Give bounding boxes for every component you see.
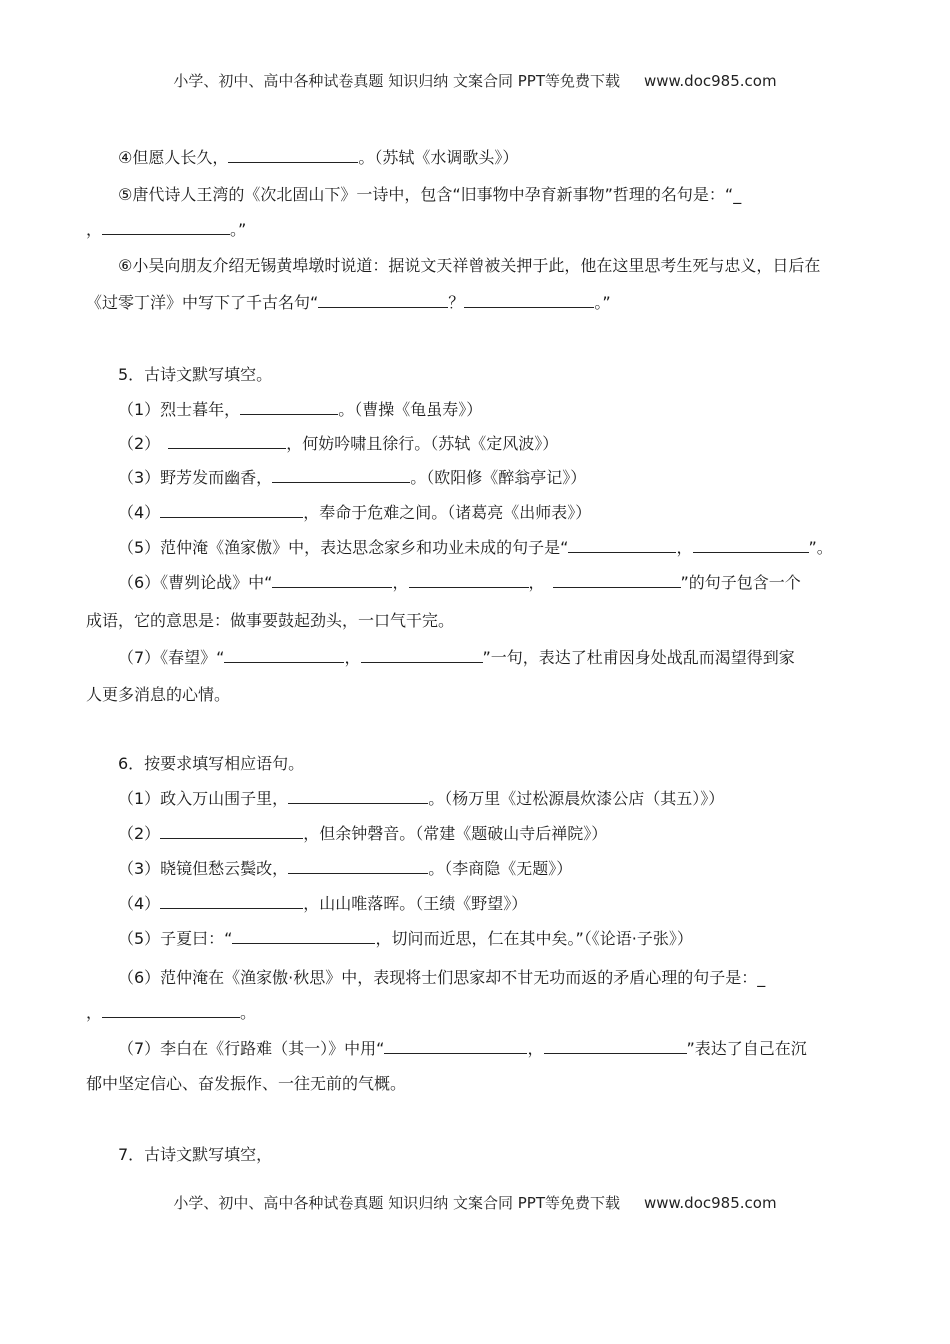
q5-line-6-cont: 成语，它的意思是：做事要鼓起劲头，一口气干完。 — [86, 611, 455, 630]
footer-text: 小学、初中、高中各种试卷真题 知识归纳 文案合同 PPT等免费下载 — [173, 1194, 620, 1212]
q6-line-3: （3）晓镜但愁云鬓改， 。（李商隐《无题》） — [118, 859, 573, 878]
q6-line-5: （5）子夏曰：“ ，切问而近思，仁在其中矣。”（《论语·子张》） — [118, 929, 693, 948]
answer-blank[interactable] — [693, 536, 809, 553]
answer-blank[interactable] — [318, 291, 448, 308]
answer-blank[interactable] — [240, 398, 338, 415]
header-site: www.doc985.com — [643, 72, 777, 90]
q7-title: 7．古诗文默写填空， — [118, 1145, 273, 1164]
answer-blank[interactable] — [168, 432, 286, 449]
q5-line-4: （4） ，奉命于危难之间。（诸葛亮《出师表》） — [118, 503, 592, 522]
q6-line-7: （7）李白在《行路难（其一）》中用“ ， ”表达了自己在沉 — [118, 1039, 807, 1058]
q6-line-6: （6）范仲淹在《渔家傲·秋思》中，表现将士们思家却不甘无功而返的矛盾心理的句子是：_ — [118, 968, 766, 987]
q6-line-7-cont: 郁中坚定信心、奋发振作、一往无前的气概。 — [86, 1074, 407, 1093]
footer-site: www.doc985.com — [643, 1194, 777, 1212]
answer-blank[interactable] — [384, 1037, 527, 1054]
answer-blank[interactable] — [102, 218, 230, 235]
answer-blank[interactable] — [228, 146, 358, 163]
q6-line-4: （4） ，山山唯落晖。（王绩《野望》） — [118, 894, 528, 913]
answer-blank[interactable] — [232, 927, 375, 944]
q5-line-3: （3）野芳发而幽香， 。（欧阳修《醉翁亭记》） — [118, 468, 587, 487]
answer-blank[interactable] — [361, 646, 483, 663]
q5-line-1: （1）烈士暮年， 。（曹操《龟虽寿》） — [118, 400, 483, 419]
answer-blank[interactable] — [553, 571, 681, 588]
answer-blank[interactable] — [224, 646, 344, 663]
page-footer — [0, 1192, 950, 1213]
answer-blank[interactable] — [160, 501, 303, 518]
page-header — [0, 70, 950, 91]
answer-blank[interactable] — [160, 822, 303, 839]
answer-blank[interactable] — [568, 536, 676, 553]
header-text: 小学、初中、高中各种试卷真题 知识归纳 文案合同 PPT等免费下载 — [173, 72, 620, 90]
answer-blank[interactable] — [272, 466, 410, 483]
q4-item-6: ⑥小吴向朋友介绍无锡黄埠墩时说道：据说文天祥曾被关押于此，他在这里思考生死与忠义，日后在 — [118, 256, 821, 275]
answer-blank[interactable] — [544, 1037, 687, 1054]
q6-line-1: （1）政入万山围子里， 。（杨万里《过松源晨炊漆公店（其五）》） — [118, 789, 725, 808]
answer-blank[interactable] — [288, 857, 428, 874]
q6-line-6-cont: ， 。 — [86, 1003, 257, 1022]
q4-item-4: ④但愿人长久， 。（苏轼《水调歌头》） — [118, 148, 519, 167]
q6-title: 6．按要求填写相应语句。 — [118, 754, 305, 773]
answer-blank[interactable] — [464, 291, 594, 308]
q4-item-5: ⑤唐代诗人王湾的《次北固山下》一诗中，包含“旧事物中孕育新事物”哲理的名句是：“_ — [118, 185, 742, 204]
q5-line-7-cont: 人更多消息的心情。 — [86, 685, 231, 704]
q4-item-6-cont: 《过零丁洋》中写下了千古名句“ ？ 。” — [86, 293, 611, 312]
answer-blank[interactable] — [409, 571, 529, 588]
q4-item-5-cont: ， 。” — [86, 220, 247, 239]
answer-blank[interactable] — [160, 892, 303, 909]
answer-blank[interactable] — [288, 787, 428, 804]
q5-line-2: （2） ，何妨吟啸且徐行。（苏轼《定风波》） — [118, 434, 559, 453]
q5-title: 5．古诗文默写填空。 — [118, 365, 273, 384]
answer-blank[interactable] — [102, 1001, 240, 1018]
answer-blank[interactable] — [272, 571, 392, 588]
q5-line-5: （5）范仲淹《渔家傲》中，表达思念家乡和功业未成的句子是“ ， ”。 — [118, 538, 833, 557]
q6-line-2: （2） ，但余钟磬音。（常建《题破山寺后禅院》） — [118, 824, 608, 843]
q5-line-6: （6）《曹刿论战》中“ ， ， ”的句子包含一个 — [118, 573, 801, 592]
q5-line-7: （7）《春望》“ ， ”一句，表达了杜甫因身处战乱而渴望得到家 — [118, 648, 795, 667]
